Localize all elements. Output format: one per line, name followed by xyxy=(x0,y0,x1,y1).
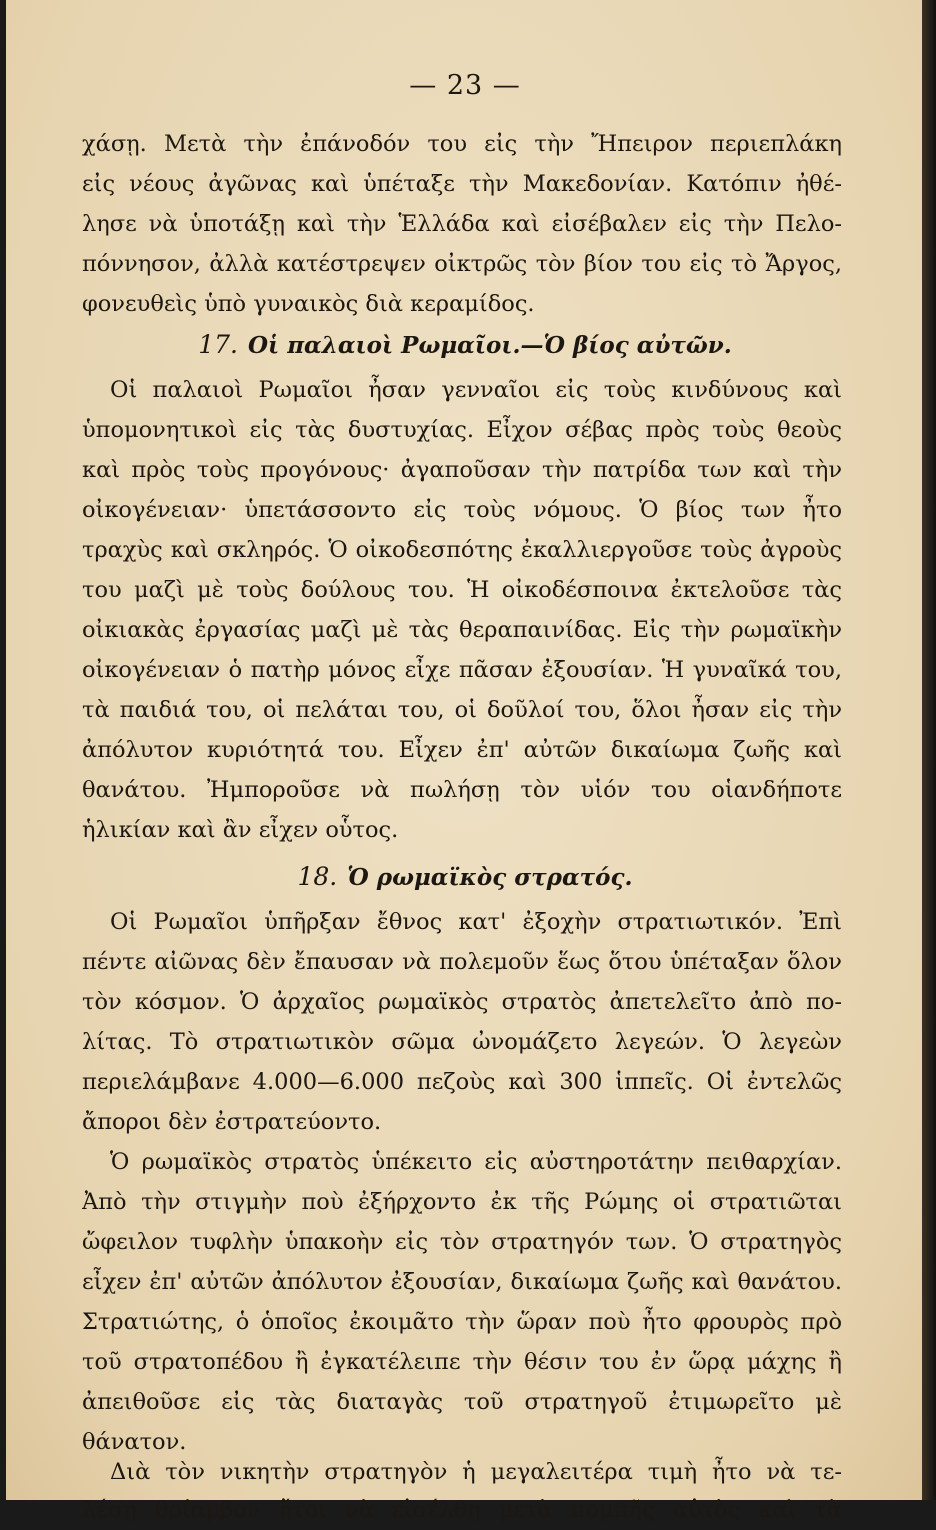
text-line: καὶ πρὸς τοὺς προγόνους· ἀγαποῦσαν τὴν πατρίδα των καὶ τὴν xyxy=(82,457,842,483)
section-title: Ὁ ρωμαϊκὸς στρατός. xyxy=(347,864,633,891)
text-line: πέντε αἰῶνας δὲν ἔπαυσαν νὰ πολεμοῦν ἕως ὅτου ὑπέταξαν ὅλον xyxy=(82,949,842,975)
text-line: θανάτου. Ἠμποροῦσε νὰ πωλήσῃ τὸν υἱόν του οἱανδήποτε xyxy=(82,777,842,803)
text-line: πόννησον, ἀλλὰ κατέστρεψεν οἰκτρῶς τὸν βίον του εἰς τὸ Ἄργος, xyxy=(82,251,842,277)
text-line: λέσῃ θρίαμβον ἤτοι νὰ εἰσέλθῃ μετὰ πομπῆς αὐτὸς καὶ τὰ xyxy=(82,1497,842,1523)
section-title: Οἱ παλαιοὶ Ρωμαῖοι.—Ὁ βίος αὐτῶν. xyxy=(248,332,732,359)
text-line: Ἀπὸ τὴν στιγμὴν ποὺ ἐξήρχοντο ἐκ τῆς Ρώμης οἱ στρατιῶται xyxy=(82,1189,842,1215)
text-line: λησε νὰ ὑποτάξῃ καὶ τὴν Ἑλλάδα καὶ εἰσέβαλεν εἰς τὴν Πελο- xyxy=(82,211,842,237)
text-line: φονευθεὶς ὑπὸ γυναικὸς διὰ κεραμίδος. xyxy=(82,291,535,317)
text-line: οἰκογένειαν ὁ πατὴρ μόνος εἶχε πᾶσαν ἐξουσίαν. Ἡ γυναῖκά του, xyxy=(82,657,842,683)
text-line: ὤφειλον τυφλὴν ὑπακοὴν εἰς τὸν στρατηγόν των. Ὁ στρατηγὸς xyxy=(82,1229,842,1255)
text-line: οἰκογένειαν· ὑπετάσσοντο εἰς τοὺς νόμους. Ὁ βίος των ἦτο xyxy=(82,497,842,523)
text-line: θάνατον. xyxy=(82,1429,187,1455)
book-page xyxy=(6,0,924,1523)
section-number: 17. xyxy=(198,330,239,359)
text-line: ὑπομονητικοὶ εἰς τὰς δυστυχίας. Εἶχον σέβας πρὸς τοὺς θεοὺς xyxy=(82,417,842,443)
text-line: χάσῃ. Μετὰ τὴν ἐπάνοδόν του εἰς τὴν Ἤπειρον περιεπλάκη xyxy=(82,131,842,157)
text-line: Ὁ ρωμαϊκὸς στρατὸς ὑπέκειτο εἰς αὐστηροτάτην πειθαρχίαν. xyxy=(110,1149,842,1175)
section-17-heading xyxy=(6,324,924,366)
text-line: περιελάμβανε 4.000—6.000 πεζοὺς καὶ 300 ἱππεῖς. Οἱ ἐντελῶς xyxy=(82,1069,842,1095)
text-line: τὸν κόσμον. Ὁ ἀρχαῖος ρωμαϊκὸς στρατὸς ἀπετελεῖτο ἀπὸ πο- xyxy=(82,989,842,1015)
text-line: εἶχεν ἐπ' αὐτῶν ἀπόλυτον ἐξουσίαν, δικαίωμα ζωῆς καὶ θανάτου. xyxy=(82,1269,842,1295)
text-line: ἀπόλυτον κυριότητά του. Εἶχεν ἐπ' αὐτῶν δικαίωμα ζωῆς καὶ xyxy=(82,737,842,763)
text-line: του μαζὶ μὲ τοὺς δούλους του. Ἡ οἰκοδέσποινα ἐκτελοῦσε τὰς xyxy=(82,577,842,603)
text-line: Οἱ Ρωμαῖοι ὑπῆρξαν ἔθνος κατ' ἐξοχὴν στρατιωτικόν. Ἐπὶ xyxy=(110,909,842,935)
section-18-heading xyxy=(6,856,924,898)
book-edge xyxy=(922,0,936,1500)
text-line: τοῦ στρατοπέδου ἢ ἐγκατέλειπε τὴν θέσιν του ἐν ὥρᾳ μάχης ἢ xyxy=(82,1349,842,1375)
text-line: ἡλικίαν καὶ ἂν εἶχεν οὗτος. xyxy=(82,817,399,843)
page-number: — 23 — xyxy=(409,70,521,101)
text-line: λίτας. Τὸ στρατιωτικὸν σῶμα ὠνομάζετο λεγεών. Ὁ λεγεὼν xyxy=(82,1029,842,1055)
text-line: τὰ παιδιά του, οἱ πελάται του, οἱ δοῦλοί του, ὅλοι ἦσαν εἰς τὴν xyxy=(82,697,842,723)
text-line: Διὰ τὸν νικητὴν στρατηγὸν ἡ μεγαλειτέρα τιμὴ ἦτο νὰ τε- xyxy=(110,1459,842,1485)
text-line: τραχὺς καὶ σκληρός. Ὁ οἰκοδεσπότης ἐκαλλιεργοῦσε τοὺς ἀγροὺς xyxy=(82,537,842,563)
text-line: οἰκιακὰς ἐργασίας μαζὶ μὲ τὰς θεραπαινίδας. Εἰς τὴν ρωμαϊκὴν xyxy=(82,617,842,643)
text-line: εἰς νέους ἀγῶνας καὶ ὑπέταξε τὴν Μακεδονίαν. Κατόπιν ἠθέ- xyxy=(82,171,842,197)
text-line: Οἱ παλαιοὶ Ρωμαῖοι ἦσαν γενναῖοι εἰς τοὺς κινδύνους καὶ xyxy=(110,377,842,403)
text-line: Στρατιώτης, ὁ ὁποῖος ἐκοιμᾶτο τὴν ὥραν ποὺ ἦτο φρουρὸς πρὸ xyxy=(82,1309,842,1335)
text-line: ἄποροι δὲν ἐστρατεύοντο. xyxy=(82,1109,382,1135)
text-line: ἀπειθοῦσε εἰς τὰς διαταγὰς τοῦ στρατηγοῦ ἐτιμωρεῖτο μὲ xyxy=(82,1389,842,1415)
section-number: 18. xyxy=(297,862,338,891)
